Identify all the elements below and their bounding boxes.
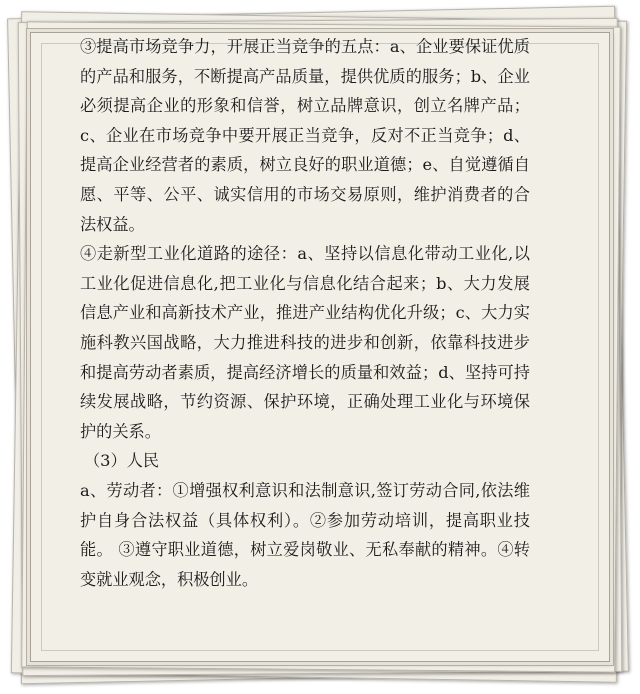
paragraph-industrialization: ④走新型工业化道路的途径：a、坚持以信息化带动工业化,以工业化促进信息化,把工业化与信息化结合起来；b、大力发展信息产业和高新技术产业，推进产业结构优化升级；c、大力实施科教兴国战略，大力推进科技的进步和创新，依靠科技进步和提高劳动者素质，提高经济增长的质量和效益；d、坚持可持续发展战略，节约资源、保护环境，正确处理工业化与环境保护的关系。 xyxy=(80,244,530,441)
paragraph-competition: ③提高市场竞争力，开展正当竞争的五点：a、企业要保证优质的产品和服务，不断提高产品质量，提供优质的服务；b、企业必须提高企业的形象和信誉，树立品牌意识，创立名牌产品；c、企业在市场竞争中要开展正当竞争，反对不正当竞争；d、提高企业经营者的素质，树立良好的职业道德；e、自觉遵循自愿、平等、公平、诚实信用的市场交易原则，维护消费者的合法权益。 xyxy=(80,37,530,234)
section-heading-people: （3）人民 xyxy=(84,451,160,471)
document-body xyxy=(80,32,530,594)
paragraph-workers: a、劳动者：①增强权利意识和法制意识,签订劳动合同,依法维护自身合法权益（具体权利）。②参加劳动培训，提高职业技能。 ③遵守职业道德，树立爱岗敬业、无私奉献的精神。④转变就业观念，积极创业。 xyxy=(80,480,530,589)
